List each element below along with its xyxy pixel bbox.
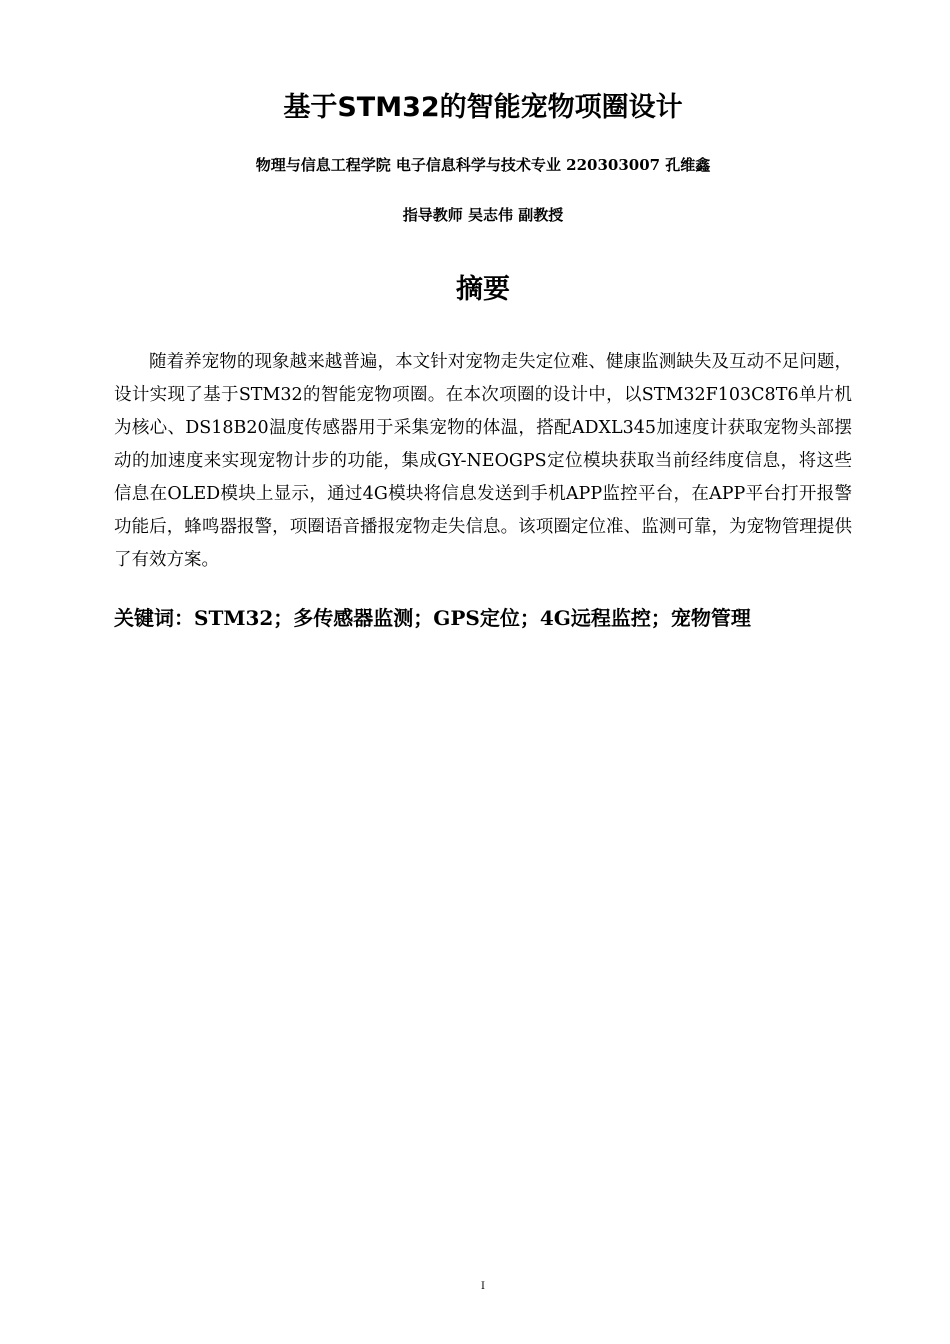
abstract-heading: 摘要: [456, 274, 510, 305]
author-line: 物理与信息工程学院 电子信息科学与技术专业 220303007 孔维鑫: [255, 156, 711, 174]
keywords-line: 关键词：STM32；多传感器监测；GPS定位；4G远程监控；宠物管理: [114, 606, 751, 630]
abstract-body: 随着养宠物的现象越来越普遍，本文针对宠物走失定位难、健康监测缺失及互动不足问题，设计实现了基于STM32的智能宠物项圈。在本次项圈的设计中，以STM32F103C8T6单片机为核心、DS18B20温度传感器用于采集宠物的体温，搭配ADXL345加速度计获取宠物头部摆动的加速度来实现宠物计步的功能，集成GY-NEOGPS定位模块获取当前经纬度信息，将这些信息在OLED模块上显示，通过4G模块将信息发送到手机APP监控平台，在APP平台打开报警功能后，蜂鸣器报警，项圈语音播报宠物走失信息。该项圈定位准、监测可靠，为宠物管理提供了有效方案。: [114, 352, 852, 570]
page-number: I: [481, 1281, 485, 1292]
paper-title: 基于STM32的智能宠物项圈设计: [283, 92, 683, 123]
advisor-line: 指导教师 吴志伟 副教授: [402, 206, 564, 224]
